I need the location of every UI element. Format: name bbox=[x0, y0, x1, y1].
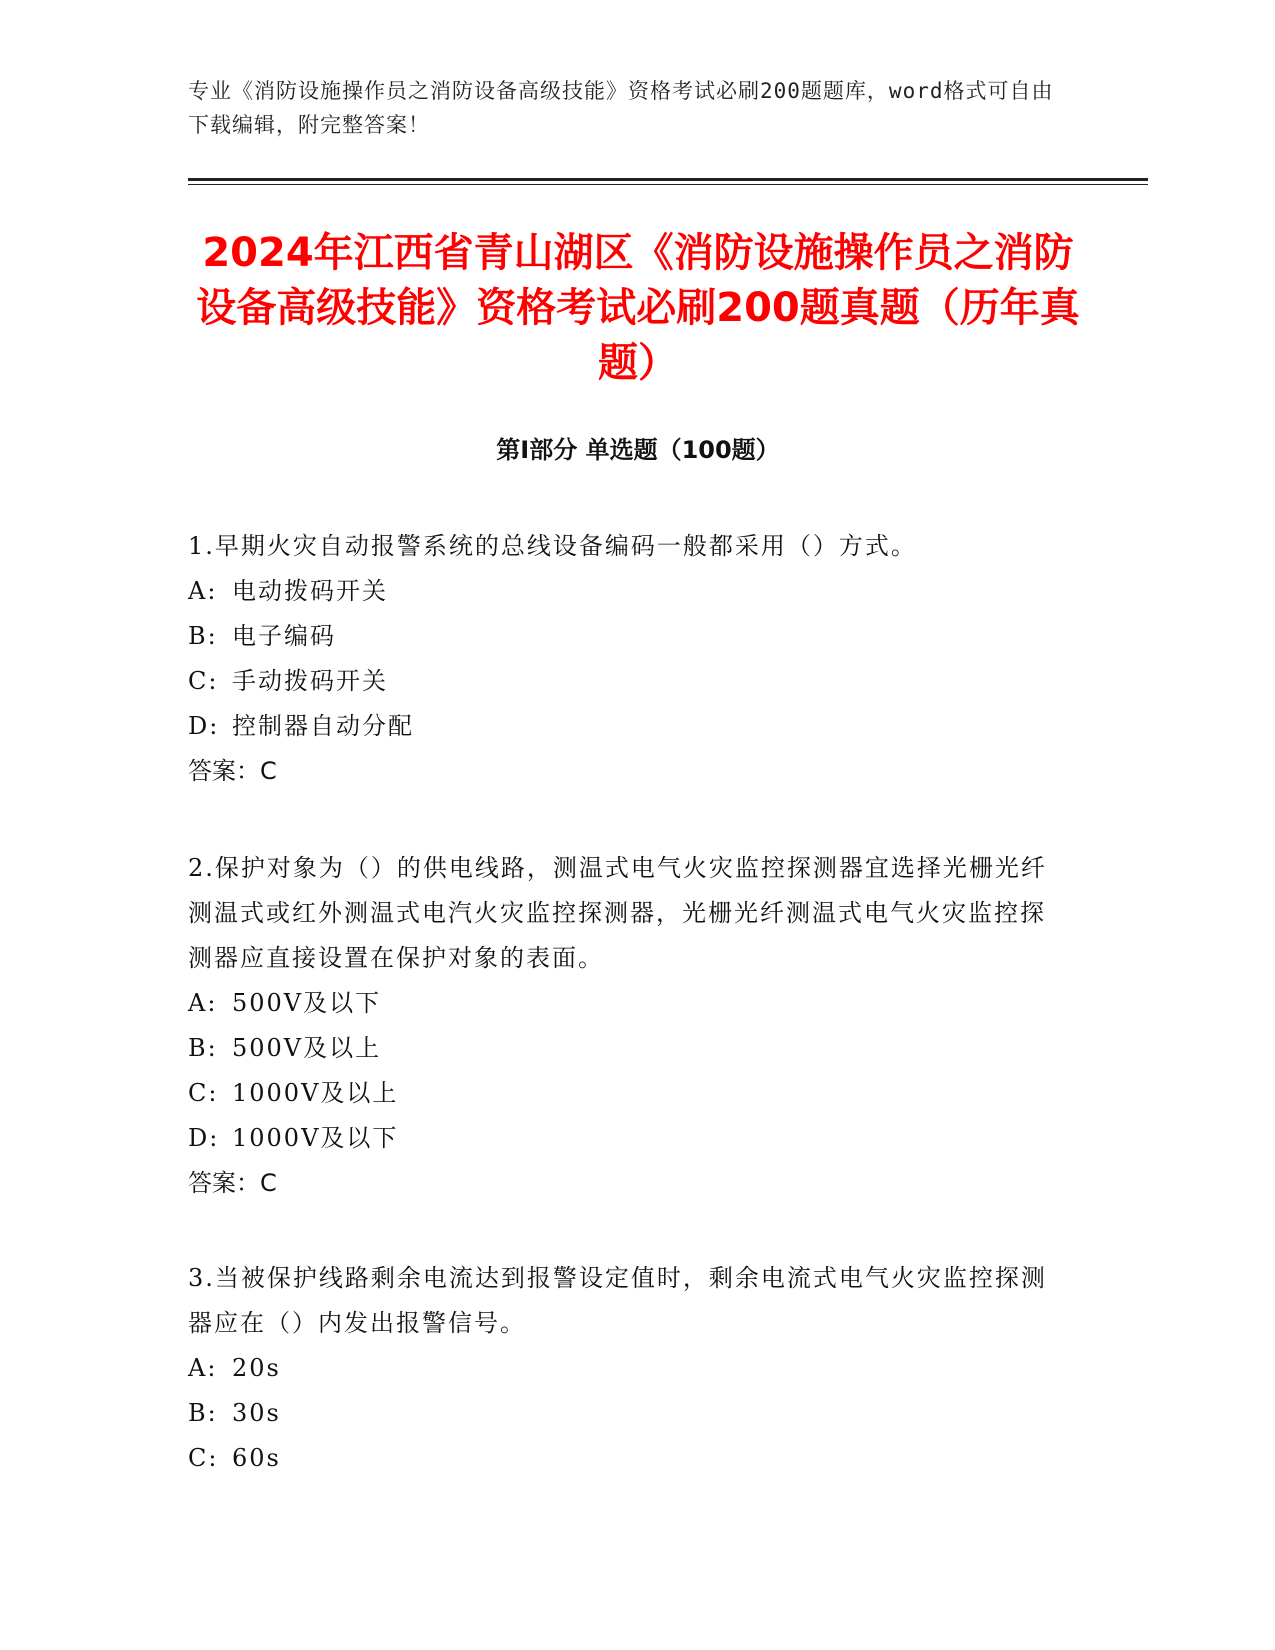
option-letter: B: bbox=[188, 1399, 218, 1427]
header-divider-thin bbox=[188, 184, 1148, 185]
option-b bbox=[188, 1391, 1068, 1436]
option-text: 20s bbox=[232, 1354, 281, 1382]
option-text: 1000V及以上 bbox=[232, 1079, 399, 1107]
option-letter: A: bbox=[188, 1354, 218, 1382]
option-text: 电子编码 bbox=[232, 622, 336, 650]
option-letter: B: bbox=[188, 1034, 218, 1062]
question-stem: 3.当被保护线路剩余电流达到报警设定值时，剩余电流式电气火灾监控探测器应在（）内发出报警信号。 bbox=[188, 1264, 1047, 1337]
option-d bbox=[188, 1116, 1068, 1161]
option-text: 500V及以上 bbox=[232, 1034, 382, 1062]
question-stem: 1.早期火灾自动报警系统的总线设备编码一般都采用（）方式。 bbox=[188, 532, 917, 560]
option-letter: D: bbox=[188, 1124, 220, 1152]
answer-line: 答案：C bbox=[188, 1169, 277, 1197]
option-text: 500V及以下 bbox=[232, 989, 382, 1017]
header-divider-thick bbox=[188, 178, 1148, 181]
option-text: 电动拨码开关 bbox=[232, 577, 388, 605]
question-3 bbox=[188, 1256, 1068, 1481]
answer-line: 答案：C bbox=[188, 757, 277, 785]
option-letter: C: bbox=[188, 1444, 219, 1472]
option-text: 1000V及以下 bbox=[232, 1124, 399, 1152]
option-c bbox=[188, 1071, 1068, 1116]
question-1 bbox=[188, 524, 1068, 794]
option-text: 60s bbox=[232, 1444, 281, 1472]
option-letter: A: bbox=[188, 577, 218, 605]
option-a bbox=[188, 981, 1068, 1026]
option-letter: C: bbox=[188, 667, 219, 695]
option-text: 30s bbox=[232, 1399, 281, 1427]
header-note: 专业《消防设施操作员之消防设备高级技能》资格考试必刷200题题库，word格式可自由下载编辑，附完整答案！ bbox=[188, 79, 1054, 137]
option-letter: B: bbox=[188, 622, 218, 650]
option-letter: C: bbox=[188, 1079, 219, 1107]
option-letter: A: bbox=[188, 989, 218, 1017]
option-text: 控制器自动分配 bbox=[232, 712, 414, 740]
document-title: 2024年江西省青山湖区《消防设施操作员之消防设备高级技能》资格考试必刷200题真题（历年真题） bbox=[196, 230, 1080, 386]
option-c bbox=[188, 1436, 1068, 1481]
section-heading: 第I部分 单选题（100题） bbox=[496, 436, 780, 464]
option-b bbox=[188, 1026, 1068, 1071]
option-b bbox=[188, 614, 1068, 659]
option-a bbox=[188, 569, 1068, 614]
option-text: 手动拨码开关 bbox=[232, 667, 388, 695]
option-a bbox=[188, 1346, 1068, 1391]
question-2 bbox=[188, 846, 1068, 1206]
option-c bbox=[188, 659, 1068, 704]
option-letter: D: bbox=[188, 712, 220, 740]
option-d bbox=[188, 704, 1068, 749]
question-stem: 2.保护对象为（）的供电线路，测温式电气火灾监控探测器宜选择光栅光纤测温式或红外测温式电汽火灾监控探测器，光栅光纤测温式电气火灾监控探测器应直接设置在保护对象的表面。 bbox=[188, 854, 1047, 972]
